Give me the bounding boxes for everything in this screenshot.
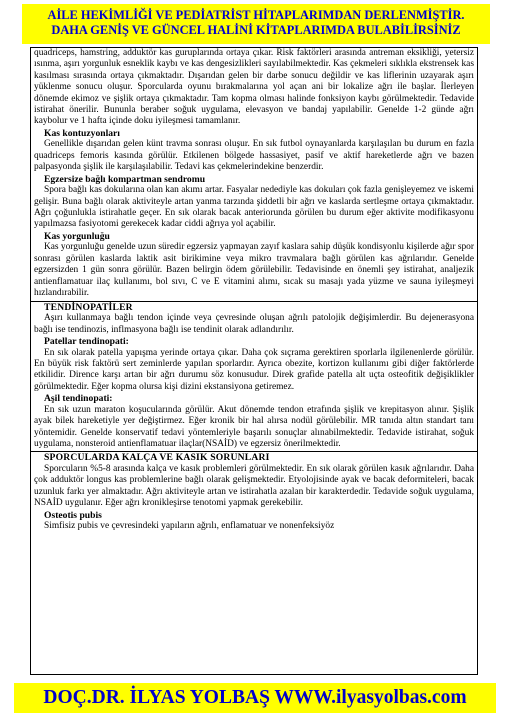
compartment-heading: Egzersize bağlı kompartman sendromu: [44, 173, 206, 185]
muscle-strain-text: quadriceps, hamstring, adduktör kas guruplarında ortaya çıkar. Risk faktörleri arasında antreman eksikliği, yetersiz ısınma, aşırı yorgunluk esneklik kaybı ve kas dengesizlikleri sayılabilmektedir. Kas çekmeleri sıklıkla ekstrensek kas kasılması sırasında ortaya çıkmaktadır. Dışarıdan gelen bir darbe sonucu değildir ve kas liflerinin uzayarak aşırı yüklenme sonucu oluşur. Sporcularda oyunu bırakmalarına yol açan ani bir lokalize ağrı ile başlar. İlerleyen dönemde ekimoz ve şişlik ortaya çıkmaktadır. Tam kopma olması halinde fonksiyon kaybı görülmektedir. Tedavide istirahat önerilir. Bununla beraber soğuk uygulama, elevasyon ve bandaj yapılabilir. Genelde 1-2 günde ağrı kaybolur ve 1 hafta içinde doku iyileşmesi tamamlanır.: [34, 48, 474, 127]
pubis-text: Simfisiz pubis ve çevresindeki yapıların ağrılı, enflamatuar ve nonenfeksiyöz: [44, 521, 335, 532]
hip-groin-intro: Sporcuların %5-8 arasında kalça ve kasık problemleri görülmektedir. En sık olarak görülen kasık ağrılarıdır. Daha çok adduktör longus kas problemlerine bağlı olarak gelişmektedir. Etyolojisinde ayak ve bacak deformiteleri, bacak uzunluk farkı yer almaktadır. Ağrı aktiviteyle artan ve istirahatla azalan bir karakterdedir. Tedavide soğuk uygulama, NSAİD uygulanır. Eğer ağrı kronikleşirse tenotomi yapmak gerekebilir.: [34, 463, 474, 509]
header-banner: [22, 4, 490, 44]
fatigue-text: Kas yorgunluğu genelde uzun süredir egzersiz yapmayan zayıf kaslara sahip düşük kondisyonlu kişilerde ağır spor sonrası görülen kaslarda laktik asit birikimine veya mikro travmalara bağlı görülen kas ağrılarıdır. Genelde egzersizden 1 gün sonra görülür. Bazen belirgin ödem görülebilir. Tedavisinde en önemli şey istirahat, analjezik antienflamatuar ilaç kullanımı, bol sıvı, C ve E vitamini alımı, sıcak su masajı yada yüzme ve sauna iyileşmeyi hızlandırabilir.: [34, 242, 474, 299]
hip-groin-heading: SPORCULARDA KALÇA VE KASIK SORUNLARI: [44, 452, 270, 464]
patellar-text: En sık olarak patella yapışma yerinde ortaya çıkar. Daha çok sıçrama gerektiren sporlarla ilgilenenlerde görülür. En büyük risk faktörü sert zeminlerde yapılan sporlardır. Ayrıca obezite, kortizon kullanımı gibi diğer faktörlerde etkilidir. Dirence karşı artan bir ağrı durumu söz konusudur. Direk grafide patella alt uçta osteofitik değişiklikler görülmektedir. Eğer kopma olursa kişi dizini ekstansiyona getiremez.: [34, 347, 474, 392]
tendinopathies-heading: TENDİNOPATİLER: [44, 301, 133, 313]
pubis-heading: Osteotis pubis: [44, 509, 102, 521]
content-box: [30, 47, 478, 675]
section-muscle-injuries: [31, 48, 477, 302]
footer-banner: DOÇ.DR. İLYAS YOLBAŞ WWW.ilyasyolbas.com: [14, 683, 496, 713]
header-line-1: AİLE HEKİMLİĞİ VE PEDİATRİST HİTAPLARIMDAN DERLENMİŞTİR.: [47, 8, 465, 22]
fatigue-heading: Kas yorgunluğu: [44, 230, 110, 242]
patellar-heading: Patellar tendinopati:: [44, 335, 129, 347]
achilles-heading: Aşil tendinopati:: [44, 393, 113, 405]
tendinopathies-intro: Aşırı kullanmaya bağlı tendon içinde veya çevresinde oluşan ağrılı patolojik değişimlerdir. Bu dejenerasyona bağlı ise tendinozis, inflmasyona bağlı ise tendinit olarak adlandırılır.: [34, 313, 474, 335]
contusion-text: Genellikle dışarıdan gelen künt travma sonrası oluşur. En sık futbol oynayanlarda karşılaşılan bu durum en fazla quadriceps femoris kasında görülür. Etkilenen bölgede hassasiyet, pasif ve aktif hareketlerde ağrı ve bazen palpasyonda şişlik ile karşılaşılabilir. Tedavi kas çekmelerindekine benzerdir.: [34, 139, 474, 173]
achilles-text: En sık uzun maraton koşucularında görülür. Akut dönemde tendon etrafında şişlik ve krepitasyon alınır. Şişlik ayak bilek hareketiyle yer değiştirmez. Eğer kronik bir hal alırsa nodül görülebilir. MR tanıda altın standart tanı yöntemidir. Genelde konservatif tedavi yöntemleriyle başarılı sonuçlar alınabilmektedir. Tedavide istirahat, soğuk uygulama, nonsteroid antienflamatuar ilaçlar(NSAİD) ve egzersiz önerilmektedir.: [34, 404, 474, 449]
section-tendinopathies: [31, 302, 477, 453]
compartment-text: Spora bağlı kas dokularına olan kan akımı artar. Fasyalar nedediyle kas dokuları çok fazla genişleyemez ve iskemi gelişir. Buna bağlı olarak aktiviteyle artan yanma tarzında şiddetli bir ağrı ve kaslarda sertleşme ortaya çıkmaktadır. Ağrı çoğunlukla istirahatle geçer. En sık olarak bacak anteriorunda görülen bu durum eğer aktivite modifikasyonu yapılmazsa fasiyotomi gerekecek kadar ciddi ağrıya yol açabilir.: [34, 185, 474, 230]
section-hip-groin: [31, 452, 477, 533]
header-line-2: DAHA GENİŞ VE GÜNCEL HALİNİ KİTAPLARIMDA BULABİLİRSİNİZ: [51, 23, 461, 37]
contusion-heading: Kas kontuzyonları: [44, 127, 120, 139]
